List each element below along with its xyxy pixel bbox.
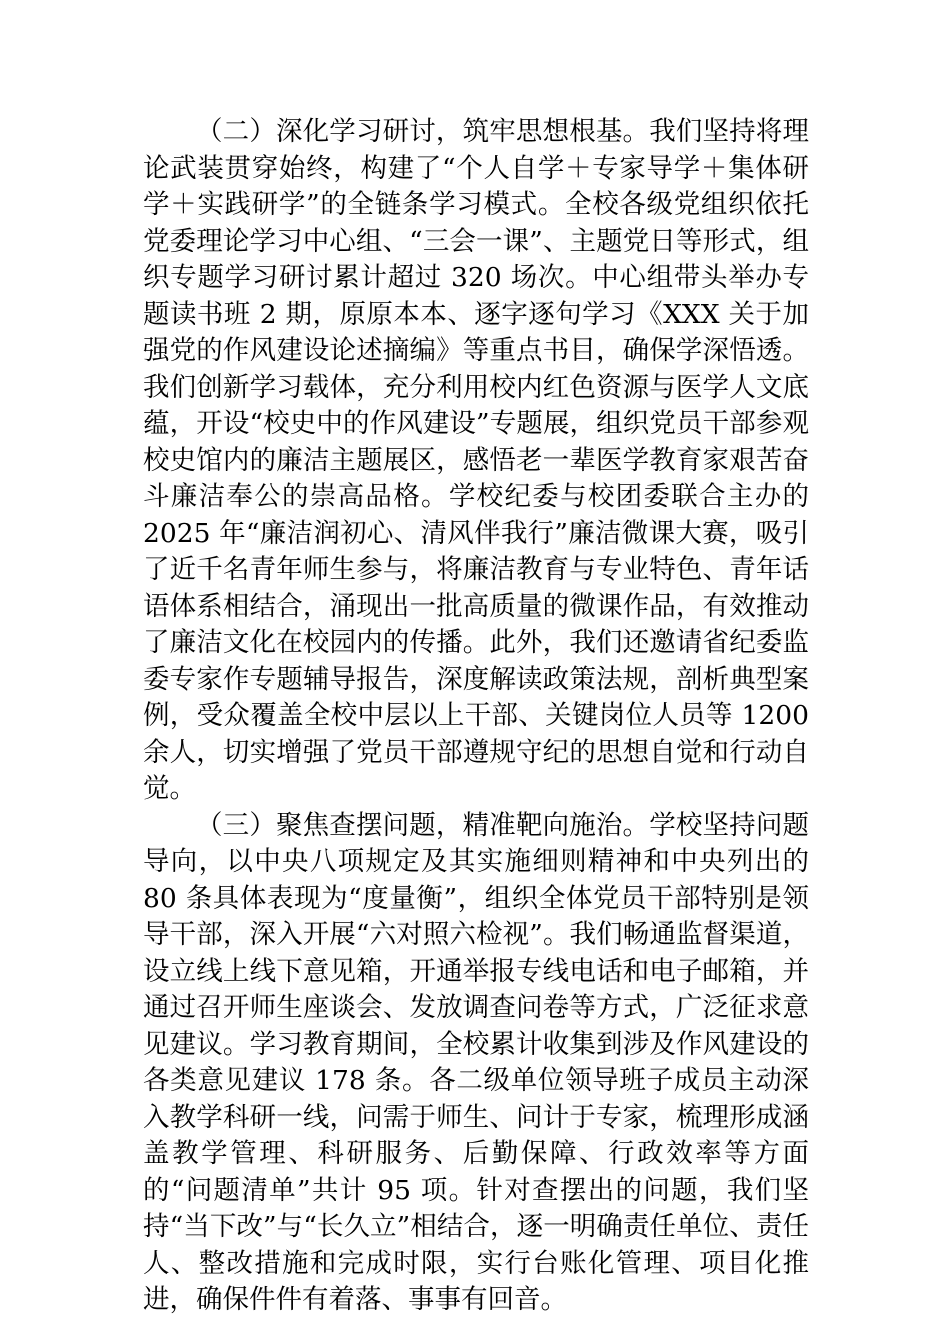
paragraph-focus-problems: （三）聚焦查摆问题，精准靶向施治。学校坚持问题导向，以中央八项规定及其实施细则精神和中央列出的 80 条具体表现为“度量衡”，组织全体党员干部特别是领导干部，深入开展“六对照六检视”。我们畅通监督渠道，设立线上线下意见箱，开通举报专线电话和电子邮箱，并通过召开师生座谈会、发放调查问卷等方式，广泛征求意见建议。学习教育期间，全校累计收集到涉及作风建设的各类意见建议 178 条。各二级单位领导班子成员主动深入教学科研一线，问需于师生、问计于专家，梳理形成涵盖教学管理、科研服务、后勤保障、行政效率等方面的“问题清单”共计 95 项。针对查摆出的问题，我们坚持“当下改”与“长久立”相结合，逐一明确责任单位、责任人、整改措施和完成时限，实行台账化管理、项目化推进，确保件件有着落、事事有回音。 (143, 809, 809, 1315)
document-body (143, 114, 809, 1319)
paragraph-deepen-study: （二）深化学习研讨，筑牢思想根基。我们坚持将理论武装贯穿始终，构建了“个人自学＋专家导学＋集体研学＋实践研学”的全链条学习模式。全校各级党组织依托党委理论学习中心组、“三会一课”、主题党日等形式，组织专题学习研讨累计超过 320 场次。中心组带头举办专题读书班 2 期，原原本本、逐字逐句学习《XXX 关于加强党的作风建设论述摘编》等重点书目，确保学深悟透。我们创新学习载体，充分利用校内红色资源与医学人文底蕴，开设“校史中的作风建设”专题展，组织党员干部参观校史馆内的廉洁主题展区，感悟老一辈医学教育家艰苦奋斗廉洁奉公的崇高品格。学校纪委与校团委联合主办的 2025 年“廉洁润初心、清风伴我行”廉洁微课大赛，吸引了近千名青年师生参与，将廉洁教育与专业特色、青年话语体系相结合，涌现出一批高质量的微课作品，有效推动了廉洁文化在校园内的传播。此外，我们还邀请省纪委监委专家作专题辅导报告，深度解读政策法规，剖析典型案例，受众覆盖全校中层以上干部、关键岗位人员等 1200 余人，切实增强了党员干部遵规守纪的思想自觉和行动自觉。 (143, 116, 809, 804)
